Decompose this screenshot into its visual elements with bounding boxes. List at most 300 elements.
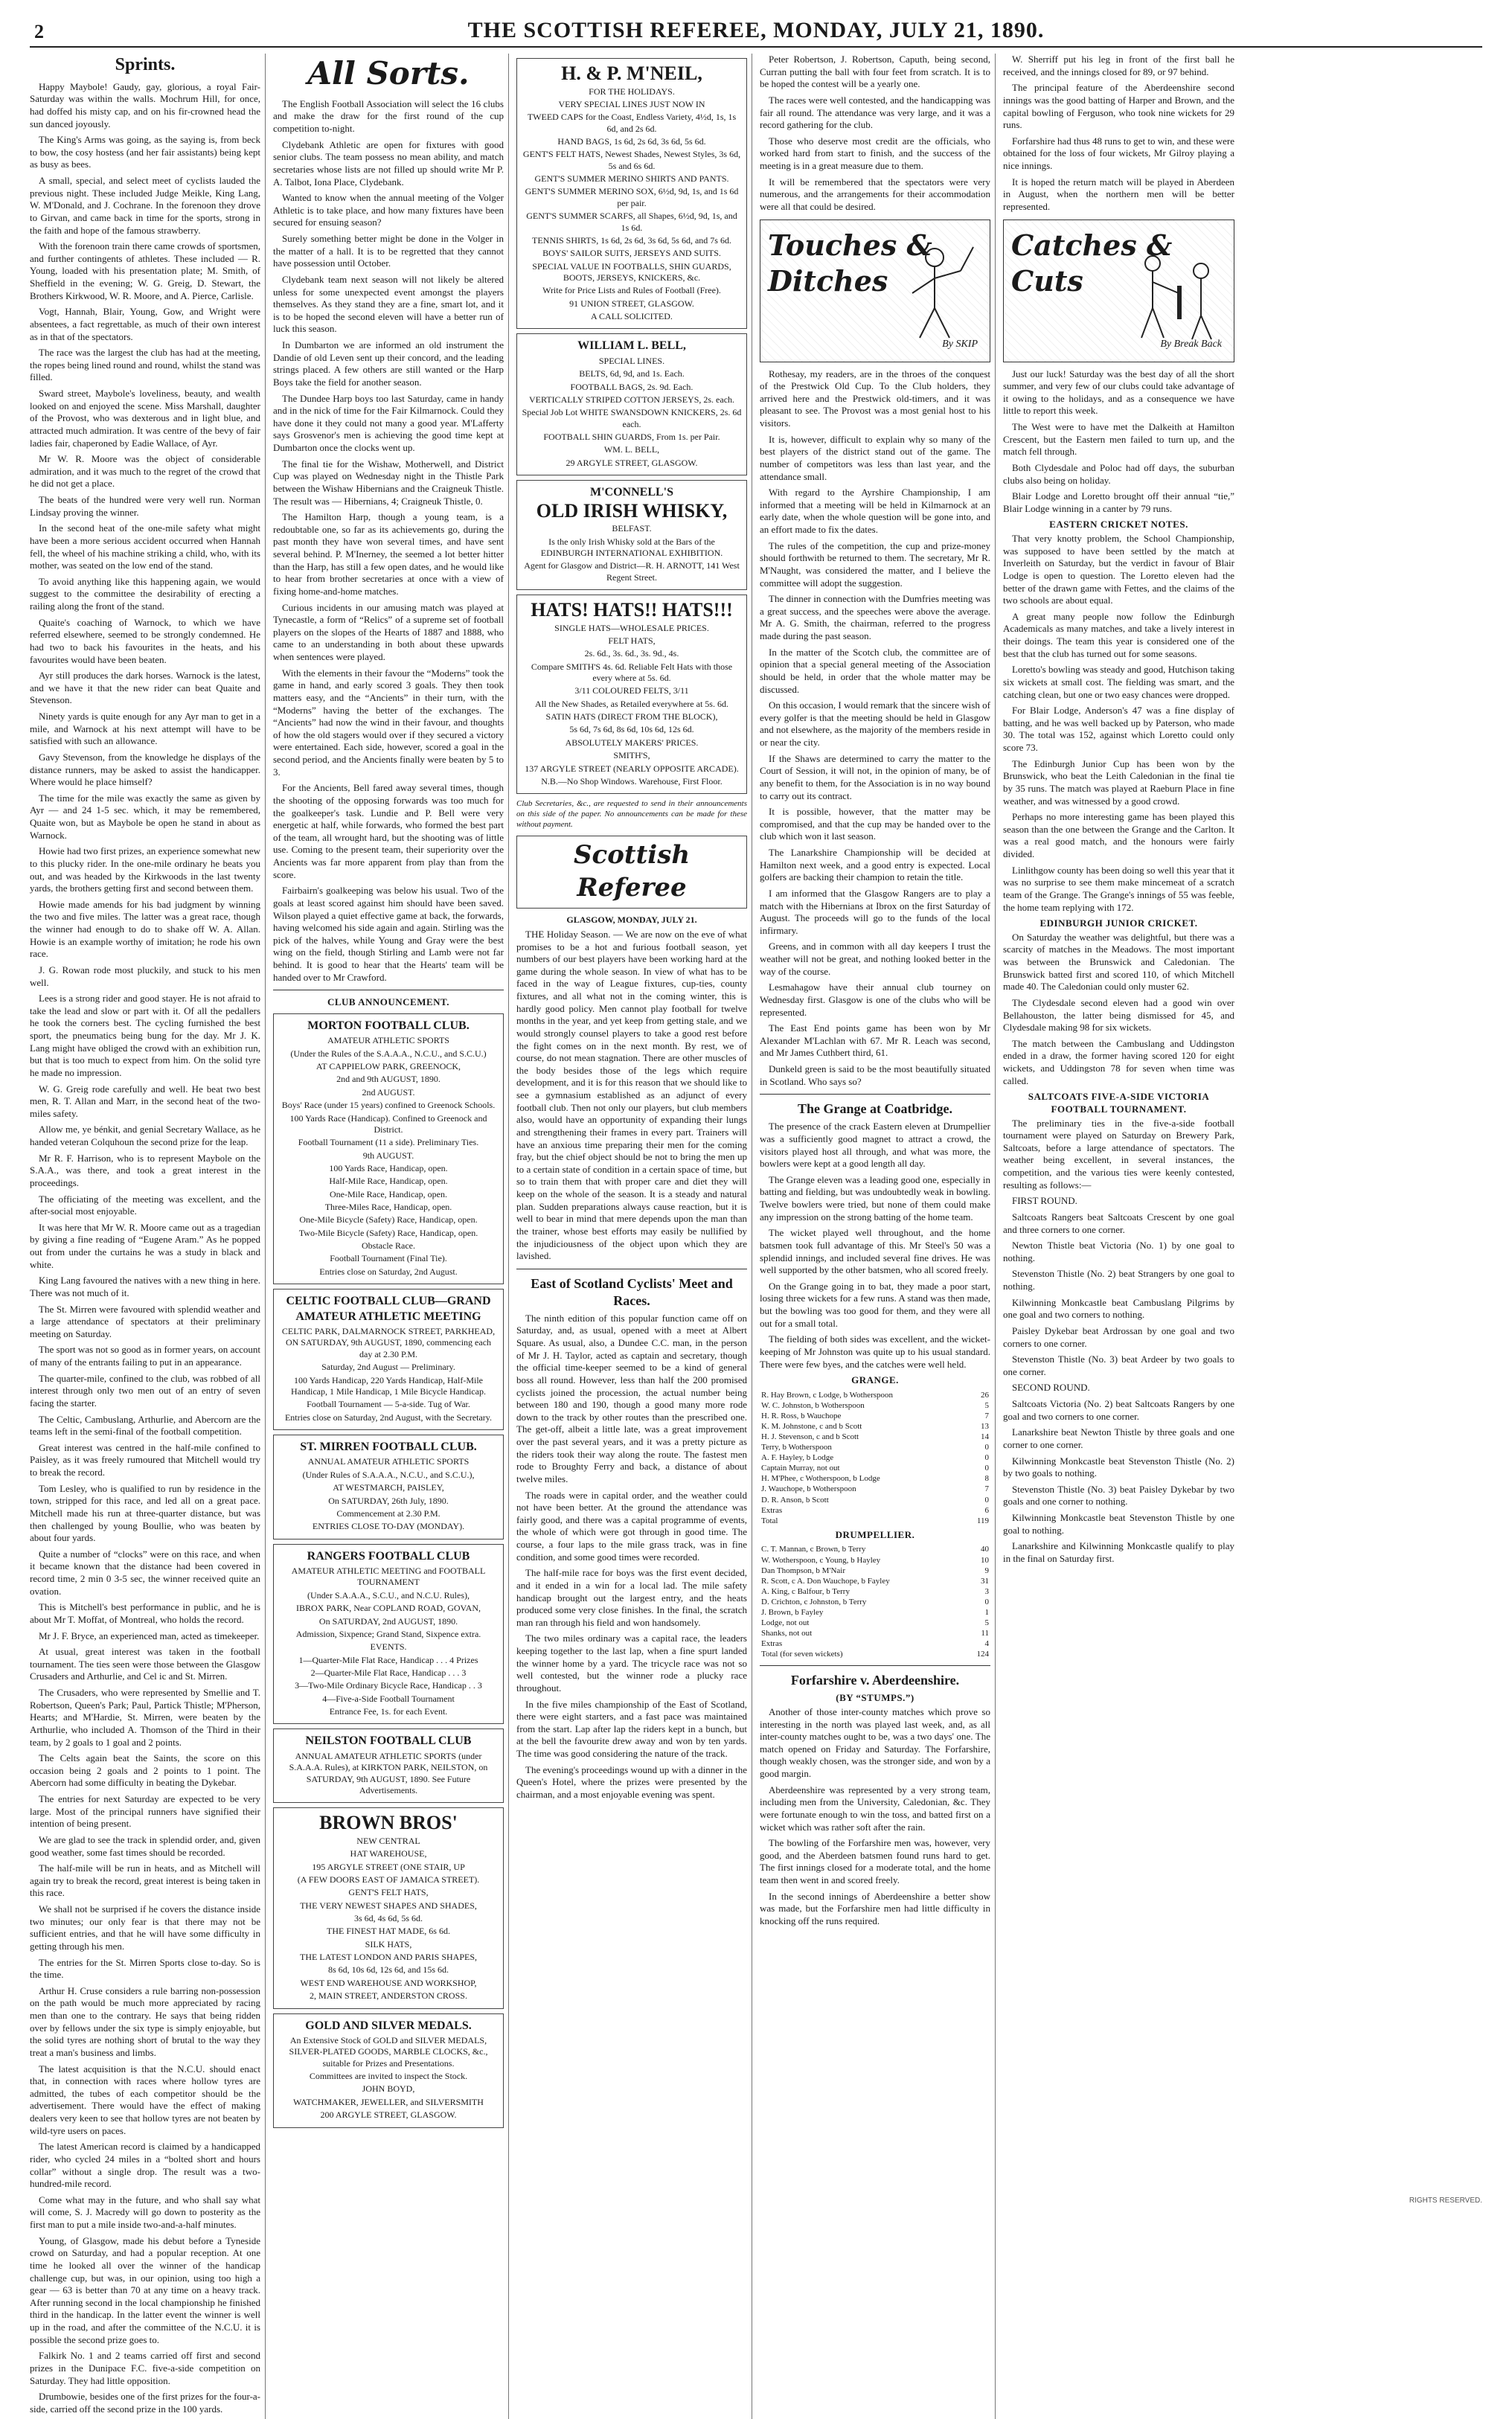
paragraph: The West were to have met the Dalkeith at Hamilton Crescent, but the Eastern men failed to turn up, and the match fell through. <box>1003 421 1234 458</box>
paragraph: A small, special, and select meet of cyclists lauded the previous night. These included Judge Meikle, King Lang, W. M'Donald, and J. Cochrane. In the forenoon they drove to Girvan, and came back in time for the sports, strong in the faith and hope of the famous strawberry. <box>30 175 260 236</box>
paragraph: The Edinburgh Junior Cup has been won by the Brunswick, who beat the Leith Caledonian in the final tie by 35 runs. The match was played at Raeburn Place in fine weather, and was witnessed by a good crowd. <box>1003 757 1234 807</box>
paragraph: For the Ancients, Bell fared away several times, though the shooting of the opposing forwards was too much for the goalkeeper's task. Lundie and P. Bell were very energetic at half, while forwards, who formed the best part of the team, all wrought hard, but the shooting was of little use. Coming to the present team, their superiority over the Ancients was far more apparent from play than from the score. <box>273 782 504 880</box>
ad-line: (Under S.A.A.A., S.C.U., and N.C.U. Rules), <box>307 1589 470 1601</box>
paragraph: The dinner in connection with the Dumfries meeting was a great success, and the speeches were above the average. Mr A. G. Smith, the chairman, referred to the progress made during the past season. <box>760 593 990 641</box>
ad-line: FELT HATS, <box>608 635 656 646</box>
cartoon-credit: By SKIP <box>942 338 978 350</box>
ad-line: HAT WAREHOUSE, <box>350 1848 427 1859</box>
ad-line: Write for Price Lists and Rules of Football (Free). <box>542 285 721 296</box>
ad-line: SINGLE HATS—WHOLESALE PRICES. <box>554 622 709 633</box>
paragraph: Loretto's bowling was steady and good, Hutchison taking six wickets at small cost. The fielding was smart, and the catching clean, but one or two easy chances were dropped. <box>1003 664 1234 700</box>
ad-lines <box>522 356 742 469</box>
score-row <box>760 1516 990 1526</box>
ad-lines <box>278 1035 499 1278</box>
ad-line: VERY SPECIAL LINES JUST NOW IN <box>558 98 705 109</box>
score-row <box>760 1607 990 1618</box>
boyd-ad <box>273 2013 504 2128</box>
paragraph: Drumbowie, besides one of the first prizes for the four-a-side, carried off the second prize in the 100 yards. <box>30 2391 260 2415</box>
paragraph: A great many people now follow the Edinburgh Academicals as many matches, and take a lively interest in their doings. The team this year is considered one of the best that the club has turned out for some seasons. <box>1003 610 1234 659</box>
paragraph: Aberdeenshire was represented by a very strong team, including men from the University, Caledonian, &c. They were fortunate enough to win the toss, and batted first on a wicket which was rather soft after the rain. <box>760 1784 990 1833</box>
paragraph: The entries for the St. Mirren Sports close to-day. So is the time. <box>30 1956 260 1981</box>
batsman: D. R. Anson, b Scott <box>761 1495 829 1505</box>
ad-line: Saturday, 2nd August — Preliminary. <box>321 1362 455 1373</box>
ad-line: 9th AUGUST. <box>362 1150 414 1161</box>
column-ads-leader <box>516 54 752 2419</box>
ad-line: 200 ARGYLE STREET, GLASGOW. <box>320 2109 457 2121</box>
article-body <box>1003 1118 1234 1566</box>
paragraph: Stevenston Thistle (No. 3) beat Ardeer by two goals to one corner. <box>1003 1353 1234 1377</box>
runs: 0 <box>984 1453 989 1463</box>
ad-line: Obstacle Race. <box>362 1240 415 1252</box>
paragraph: Surely something better might be done in the Volger in the matter of a hall. It is to be regretted that they cannot have possession until October. <box>273 233 504 269</box>
ad-title: RANGERS FOOTBALL CLUB <box>307 1549 470 1563</box>
paragraph: Lanarkshire and Kilwinning Monkcastle qualify to play in the final on Saturday first. <box>1003 1540 1234 1564</box>
runs: 14 <box>981 1432 989 1442</box>
ad-line: GENT'S SUMMER MERINO SHIRTS AND PANTS. <box>534 173 729 185</box>
paragraph: The King's Arms was going, as the saying is, from beck to bow, the cosy hostess (and her fair assistants) being kept as busy as bees. <box>30 134 260 170</box>
paragraph: The races were well contested, and the handicapping was fair all round. The attendance was very large, and it was a record gathering for the club. <box>760 94 990 131</box>
section-title: East of Scotland Cyclists' Meet and Races. <box>531 1275 733 1308</box>
paragraph: In the matter of the Scotch club, the committee are of opinion that a special general meeting of the Association should be held, in order that the whole matter may be discussed. <box>760 646 990 695</box>
touches-ditches-cartoon <box>760 220 990 362</box>
ad-line: FOR THE HOLIDAYS. <box>589 86 675 97</box>
paragraph: At usual, great interest was taken in the football tournament. The ties seen were those between the Glasgow Crusaders and Arthurlie, and Cel ic and St. Mirren. <box>30 1646 260 1682</box>
ad-line: FOOTBALL SHIN GUARDS, From 1s. per Pair. <box>543 432 720 443</box>
ad-line: 2nd and 9th AUGUST, 1890. <box>336 1074 441 1085</box>
paragraph: Gavy Stevenson, from the knowledge he displays of the distance runners, may be asked to assist the handicapper. Where would he place himself? <box>30 751 260 788</box>
ad-lines <box>278 1566 499 1717</box>
batsman: D. Crichton, c Johnston, b Terry <box>761 1597 867 1606</box>
ad-line: On SATURDAY, 26th July, 1890. <box>328 1495 449 1506</box>
paragraph: The Grange eleven was a leading good one, especially in batting and fielding, but was undoubtedly weak in bowling. Twelve bowlers were tried, but none of them could make any impression on the strong batting of the home team. <box>760 1173 990 1223</box>
ad-line: An Extensive Stock of GOLD and SILVER MEDALS, SILVER-PLATED GOODS, MARBLE CLOCKS, &c., suitable for Prizes and Presentations. <box>289 2035 488 2069</box>
article-body <box>1003 54 1234 214</box>
rights-notice: RIGHTS RESERVED. <box>1409 2197 1482 2205</box>
ad-line: BELFAST. <box>612 523 652 534</box>
ad-line: 3s 6d, 4s 6d, 5s 6d. <box>353 1913 423 1924</box>
ad-lines <box>522 623 742 788</box>
runs: 8 <box>984 1474 989 1484</box>
batsman: J. Wauchope, b Wotherspoon <box>761 1484 856 1494</box>
runs: 13 <box>981 1422 989 1432</box>
scorecard-grange <box>760 1390 990 1526</box>
section-title: SALTCOATS FIVE-A-SIDE VICTORIA FOOTBALL TOURNAMENT. <box>1028 1091 1210 1115</box>
ad-line: Half-Mile Race, Handicap, open. <box>329 1176 448 1187</box>
batsman: Terry, b Wotherspoon <box>761 1443 832 1452</box>
paragraph: Lesmahagow have their annual club tourney on Wednesday first. Glasgow is one of the clubs who will be represented. <box>760 981 990 1018</box>
score-row <box>760 1586 990 1597</box>
ad-line: Two-Mile Bicycle (Safety) Race, Handicap, open. <box>298 1227 478 1238</box>
ad-line: Football Tournament (11 a side). Preliminary Ties. <box>298 1137 479 1148</box>
ad-line: AT CAPPIELOW PARK, GREENOCK, <box>315 1061 461 1072</box>
ad-title: CELTIC FOOTBALL CLUB—GRAND AMATEUR ATHLETIC MEETING <box>286 1295 491 1323</box>
ad-line: Entrance Fee, 1s. for each Event. <box>329 1706 448 1717</box>
paragraph: Kilwinning Monkcastle beat Cambuslang Pilgrims by one goal and two corners to nothing. <box>1003 1296 1234 1321</box>
section-title: Sprints. <box>115 55 176 74</box>
ad-lines <box>278 1836 499 2002</box>
paragraph: With the forenoon train there came crowds of sportsmen, and further contingents of athletes. These included — R. Young, loaded with his presentation plate; M. Smith, of Sheffield in the evening; W. G. Greig, D. Stewart, the Brothers Kirkwood, W. R. Moore, and A. Pierce, Carlisle. <box>30 240 260 301</box>
paragraph: Those who deserve most credit are the officials, who worked hard from start to finish, and the success of the meeting is in a great measure due to them. <box>760 135 990 171</box>
ad-line: Compare SMITH'S 4s. 6d. Reliable Felt Hats with those every where at 5s. 6d. <box>531 661 733 684</box>
ad-line: THE FINEST HAT MADE, 6s 6d. <box>327 1926 450 1937</box>
ad-line: WATCHMAKER, JEWELLER, and SILVERSMITH <box>293 2096 484 2107</box>
paragraph: Dunkeld green is said to be the most beautifully situated in Scotland. Who says so? <box>760 1063 990 1087</box>
ad-line: One-Mile Race, Handicap, open. <box>330 1188 447 1199</box>
batsman: A. F. Hayley, b Lodge <box>761 1453 834 1463</box>
celtic-ad <box>273 1289 504 1430</box>
runs: 0 <box>984 1464 989 1473</box>
paragraph: Another of those inter-county matches which prove so interesting in the north was played last week, and, as all inter-county matches ought to be, was a two days' one. The match opened on Friday and Saturday. The Forfarshire, though weakly chosen, was the stronger side, and won by a good margin. <box>760 1705 990 1780</box>
batsman: H. R. Ross, b Wauchope <box>761 1411 842 1420</box>
paragraph: The Hamilton Harp, though a young team, is a redoubtable one, so far as its achievements go, during the past month they have won several times, and have sent several behind. P. M'Inerney, the seemed a lot better hitter than the Harp, has still a few open dates, and he would like to hear from brother secretaries at once with a view of fixing home-and-home matches. <box>273 511 504 597</box>
ad-lines <box>278 1326 499 1423</box>
score-row <box>760 1544 990 1554</box>
paragraph: It is possible, however, that the matter may be compromised, and that the cup may be handed over to the club which won it last season. <box>760 806 990 842</box>
ad-line: THE VERY NEWEST SHAPES AND SHADES, <box>300 1900 477 1911</box>
ad-line: BELTS, 6d, 9d, and 1s. Each. <box>579 368 685 379</box>
paragraph: Lees is a strong rider and good stayer. He is not afraid to take the lead and slow or part with it. Of all the pedallers he took the corners best. The cycling furnished the best sport, the pneumatics being bung for the day. Mr J. K. Lang might have obliged the crowd with an exhibition run, but that is too much to expect from him. On the solid tyre he made no impression. <box>30 993 260 1078</box>
paragraph: Fairbairn's goalkeeping was below his usual. Two of the goals at least scored against him should have been saved. Wilson played a quiet effective game at back, the forwards, having welcomed his side again and again. Stirling was the pick of the halves, while Young and Gray were the best wing on the field, though Stirling and Lamb were not far behind. It is good to hear that the Hearts' team will be handed over to Mr Crawford. <box>273 885 504 983</box>
ad-line: Admission, Sixpence; Grand Stand, Sixpence extra. <box>295 1628 481 1639</box>
paragraph: Howie made amends for his bad judgment by winning the two and five miles. The latter was a great race, though the winner had enough to do to shake off W. A. Allan. Howie is an example worthy of imitation; he rode his own race. <box>30 898 260 960</box>
score-row <box>760 1452 990 1463</box>
byline: (BY “STUMPS.”) <box>836 1692 914 1704</box>
ad-title: BROWN BROS' <box>319 1812 458 1834</box>
ad-lines <box>278 2035 499 2121</box>
paragraph: The officiating of the meeting was excellent, and the after-social most enjoyable. <box>30 1193 260 1217</box>
paragraph: Forfarshire had thus 48 runs to get to win, and these were obtained for the loss of four wickets, Mr Gilroy playing a nice innings. <box>1003 135 1234 171</box>
paragraph: SECOND ROUND. <box>1012 1382 1090 1394</box>
ad-lines <box>278 1751 499 1796</box>
batsman: Shanks, not out <box>761 1629 813 1638</box>
ad-title: WILLIAM L. BELL, <box>577 339 686 353</box>
ad-line: WM. L. BELL, <box>603 444 660 455</box>
mcconnell-ad <box>516 480 747 590</box>
ad-line: Boys' Race (under 15 years) confined to Greenock Schools. <box>281 1100 496 1111</box>
paragraph: The Crusaders, who were represented by Smellie and T. Robertson, Queen's Park; Paul, Partick Thistle; M'Pherson, Hearts; and M'Hardie, St. Mirren, were beaten by the Arthurlie, who included A. Thomson of the Third in their team, by 2 goals to 1 goal and 2 points. <box>30 1687 260 1748</box>
paragraph: The race was the largest the club has had at the meeting, the ropes being lined round and round, whilst the stand was filled. <box>30 347 260 383</box>
ad-line: Commencement at 2.30 P.M. <box>336 1508 441 1519</box>
paragraph: The Clydesdale second eleven had a good win over Bellahouston, the latter being dismissed for 45, and Clydesdale making 98 for six wickets. <box>1003 996 1234 1034</box>
paragraph: Quite a number of “clocks” were on this race, and when it became known that the distance had been covered in record time, 2 min 0 3-5 sec, the winner received quite an ovation. <box>30 1548 260 1597</box>
paragraph: Newton Thistle beat Victoria (No. 1) by one goal to nothing. <box>1003 1240 1234 1263</box>
paragraph: On the Grange going in to bat, they made a poor start, losing three wickets for a few runs. A stand was then made, but the bowling was too good for them, and they were all out for a small total. <box>760 1280 990 1329</box>
bell-ad <box>516 333 747 475</box>
scorecard-title: GRANGE. <box>851 1374 899 1386</box>
paragraph: Tom Lesley, who is qualified to run by residence in the town, stripped for this race, and led all on a great pace. Mitchell made his run at three-quarter distance, but was then challenged by young Boullie, who was beaten by about four yards. <box>30 1482 260 1544</box>
ad-line: Three-Miles Race, Handicap, open. <box>324 1202 452 1213</box>
paragraph: Howie had two first prizes, an experience somewhat new to this plucky rider. In the one-mile ordinary he beats you out, and was headed by the Kirkwoods in the last twenty yards, the brothers getting first and second between them. <box>30 845 260 894</box>
paragraph: Peter Robertson, J. Robertson, Caputh, being second, Curran putting the ball with four feet from scratch. It is to be hoped the contest will be a yearly one. <box>760 54 990 90</box>
ad-line: 91 UNION STREET, GLASGOW. <box>569 298 694 309</box>
section-title: EDINBURGH JUNIOR CRICKET. <box>1040 917 1198 929</box>
cartoon-title: Catches & Cuts <box>1011 228 1173 298</box>
paragraph: It was here that Mr W. R. Moore came out as a tragedian by giving a fine reading of “Eugene Aram.” As he popped out from under the curtains he was a study in black and white. <box>30 1221 260 1270</box>
ad-lines <box>522 86 742 323</box>
ad-title: HATS! HATS!! HATS!!! <box>531 598 733 621</box>
paragraph: The English Football Association will select the 16 clubs and make the draw for the first round of the cup competition to-night. <box>273 97 504 134</box>
score-row <box>760 1638 990 1649</box>
batsman: R. Hay Brown, c Lodge, b Wotherspoon <box>761 1390 894 1400</box>
runs: 119 <box>976 1516 989 1525</box>
section-title: EASTERN CRICKET NOTES. <box>1049 519 1188 531</box>
paragraph: Ninety yards is quite enough for any Ayr man to get in a mile, and Warnock at his next attempt will have to be satisfied with such an allowance. <box>30 711 260 747</box>
page-number: 2 <box>34 21 44 42</box>
batsman: H. M'Phee, c Wotherspoon, b Lodge <box>761 1474 880 1484</box>
paragraph: In the five miles championship of the East of Scotland, there were eight starters, and a fast pace was maintained from the start. Lap after lap the riders kept in a bunch, but at the bell the favourite drew away and won by ten yards. The time was good considering the nature of the track. <box>516 1698 747 1760</box>
paragraph: Happy Maybole! Gaudy, gay, glorious, a royal Fair-Saturday was within the walls. Mochrum Hill, for once, had doffed his misty cap, and on his fir-crowned head the sun danced joyously. <box>30 80 260 129</box>
paragraph: W. G. Greig rode carefully and well. He beat two best men, R. T. Allan and Marr, in the second heat of the two-miles safety. <box>30 1083 260 1119</box>
section-title: Forfarshire v. Aberdeenshire. <box>790 1673 960 1688</box>
score-row <box>760 1390 990 1400</box>
paragraph: To avoid anything like this happening again, we would suggest to the committee the desirability of erecting a railing along the front of the stand. <box>30 575 260 612</box>
ad-line: SMITH'S, <box>613 750 650 761</box>
cartoon-title: Touches & Ditches <box>768 228 932 298</box>
ad-title: H. & P. M'NEIL, <box>561 63 702 84</box>
brown-bros-ad <box>273 1807 504 2008</box>
article-body <box>760 941 990 1088</box>
batsman: Lodge, not out <box>761 1618 810 1627</box>
batsman: C. T. Mannan, c Brown, b Terry <box>761 1545 866 1554</box>
neilston-ad <box>273 1728 504 1803</box>
ad-line: HAND BAGS, 1s 6d, 2s 6d, 3s 6d, 5s 6d. <box>557 136 706 147</box>
runs: 0 <box>984 1495 989 1505</box>
section-title: The Grange at Coatbridge. <box>798 1101 952 1117</box>
paragraph: W. Sherriff put his leg in front of the first ball he received, and the innings closed for 89, or 97 behind. <box>1003 54 1234 77</box>
cartoon-credit: By Break Back <box>1160 338 1222 350</box>
article-body <box>1003 932 1234 1088</box>
ad-subtitle: M'CONNELL'S <box>589 486 673 499</box>
runs: 31 <box>981 1576 989 1586</box>
paragraph: It will be remembered that the spectators were very numerous, and the arrangements for their accommodation were all that could be desired. <box>760 176 990 212</box>
batsman: A. King, c Balfour, b Terry <box>761 1586 850 1596</box>
score-row <box>760 1555 990 1566</box>
ad-line: VERTICALLY STRIPED COTTON JERSEYS, 2s. each. <box>528 394 735 405</box>
paragraph: Curious incidents in our amusing match was played at Tynecastle, a form of “Relics” of a supreme set of football players on the slopes of the Hearts of 1887 and 1888, who came to an understanding in both about these upwards when sentences were played. <box>273 601 504 662</box>
paragraph: The latest acquisition is that the N.C.U. should enact that, in connection with races where hollow tyres are admitted, the tubes of each competitor should be the advertisement. There would have the effect of making dealers very keen to see that hollow tyres are not beaten by wild-tyre users on paces. <box>30 2063 260 2136</box>
article-body <box>760 54 990 214</box>
runs: 11 <box>981 1629 989 1638</box>
paragraph: Mr R. F. Harrison, who is to represent Maybole on the S.A.A., was there, and took a great interest in the proceedings. <box>30 1152 260 1188</box>
ad-line: 100 Yards Handicap, 220 Yards Handicap, Half-Mile Handicap, 1 Mile Handicap, 1 Mile Bicycle Handicap. <box>291 1374 486 1397</box>
paragraph: In Dumbarton we are informed an old instrument the Dandie of old Leven sent up their concord, and the leading strings placed. A few others are still wanted or the Harp Boys take the field for another season. <box>273 339 504 388</box>
masthead: THE SCOTTISH REFEREE, MONDAY, JULY 21, 1890. <box>467 18 1045 42</box>
ad-line: On SATURDAY, 2nd AUGUST, 1890. <box>318 1615 458 1627</box>
score-row <box>760 1411 990 1421</box>
paragraph: Clydebank Athletic are open for fixtures with good senior clubs. The team possess no mean ability, and match secretaries whose lists are not filled up should write Mr P. A. Talbot, Iona Place, Clydebank. <box>273 138 504 188</box>
score-row <box>760 1576 990 1586</box>
paragraph: Perhaps no more interesting game has been played this season than the one between the Grange and the Carlton. It was a real good match, and the honours were fairly divided. <box>1003 811 1234 859</box>
paragraph: Ayr still produces the dark horses. Warnock is the latest, and we have it that the new rider can beat Quaite and Stevenson. <box>30 670 260 706</box>
scorecard-title: DRUMPELLIER. <box>835 1528 915 1540</box>
hats-ad <box>516 595 747 794</box>
ad-line: SPECIAL LINES. <box>598 355 665 366</box>
paragraph: Come what may in the future, and who shall say what will come, S. J. Macredy will go down to posterity as the first man to put a mile inside two-and-a-half minutes. <box>30 2194 260 2231</box>
batsman: W. C. Johnston, b Wotherspoon <box>761 1400 865 1410</box>
paragraph: Stevenston Thistle (No. 3) beat Paisley Dykebar by two goals and one corner to nothing. <box>1003 1483 1234 1508</box>
dateline: GLASGOW, MONDAY, JULY 21. <box>566 914 697 925</box>
ad-line: (A FEW DOORS EAST OF JAMAICA STREET). <box>297 1874 480 1885</box>
ad-line: (Under the Rules of the S.A.A.A., N.C.U., and S.C.U.) <box>290 1048 487 1059</box>
paragraph: The wicket played well throughout, and the home batsmen took full advantage of this. Mr Steel's 50 was a splendid innings, and included several fine drives. He was well supported by the other batsmen, who all scored freely. <box>760 1227 990 1276</box>
ad-line: 100 Yards Race (Handicap). Confined to Greenock and District. <box>289 1112 487 1135</box>
paragraph: King Lang favoured the natives with a new thing in here. There was not much of it. <box>30 1275 260 1298</box>
paragraph: In the second innings of Aberdeenshire a better show was made, but the Forfarshire men had little difficulty in knocking off the runs required. <box>760 1890 990 1926</box>
st-mirren-ad <box>273 1435 504 1539</box>
ad-line: N.B.—No Shop Windows. Warehouse, First Floor. <box>541 775 723 786</box>
paragraph: Saltcoats Rangers beat Saltcoats Crescent by one goal and three corners to one corner. <box>1003 1211 1234 1235</box>
ad-line: GENT'S SUMMER SCARFS, all Shapes, 6½d, 9d, 1s, and 1s 6d. <box>526 211 737 233</box>
paragraph: Vogt, Hannah, Blair, Young, Gow, and Wright were absentees, a fact regrettable, as much of their own interest as in that of the spectators. <box>30 306 260 342</box>
paragraph: We are glad to see the track in splendid order, and, given good weather, some fast times should be recorded. <box>30 1833 260 1858</box>
paragraph: The Dundee Harp boys too last Saturday, came in handy and in the nick of time for the Fair Kilmarnock. Could they have done it they could not many a good year. M'Lafferty says Grosvenor's men is achieving the good time kept at Dumbarton once the clocks went up. <box>273 392 504 453</box>
ad-line: SPECIAL VALUE IN FOOTBALLS, SHIN GUARDS, BOOTS, JERSEYS, KNICKERS, &c. <box>532 260 731 283</box>
paragraph: Mr J. F. Bryce, an experienced man, acted as timekeeper. <box>39 1630 260 1641</box>
paragraph: The St. Mirren were favoured with splendid weather and a large attendance of spectators at their preliminary meeting on Saturday. <box>30 1303 260 1339</box>
score-row <box>760 1473 990 1484</box>
paragraph: Rothesay, my readers, are in the throes of the conquest of the Prestwick Old Cup. To the Club holders, they arrived here and the Prestwick old-timers, and it was pleasant to see. The Provost was a most genial host to his visitors. <box>760 368 990 429</box>
ad-line: (Under Rules of S.A.A.A., N.C.U., and S.C.U.), <box>302 1469 475 1480</box>
ad-line: Is the only Irish Whisky sold at the Bars of the EDINBURGH INTERNATIONAL EXHIBITION. <box>540 536 723 558</box>
paragraph: Kilwinning Monkcastle beat Stevenston Thistle (No. 2) by two goals to nothing. <box>1003 1455 1234 1479</box>
batsman: Total <box>761 1516 778 1525</box>
score-row <box>760 1484 990 1494</box>
paragraph: The evening's proceedings wound up with a dinner in the Queen's Hotel, where the prizes were presented by the chairman, and a most enjoyable evening was spent. <box>516 1763 747 1800</box>
paragraph: If the Shaws are determined to carry the matter to the Court of Session, it will not, in the opinion of many, be of any benefit to them, for the Association is in no way bound to carry out its contract. <box>760 752 990 801</box>
paragraph: The ninth edition of this popular function came off on Saturday, and, as usual, opened with a meet at Albert Square. As usual, also, a Dundee C.C. man, in the person of Mr J. H. Taylor, acted as captain and secretary, though the official time-keeper seemed to be a kind of general boss all round. However, less than half the 200 promised cyclists joined the procession, the actual number being between 180 and 190, though a good many more rode down to the track by other routes than the prescribed one. The get-off, albeit a little late, was a great improvement over the past several years, and it was a pretty picture as the riders took their way along the route. The fastest men rode to Broughty Ferry and back, a distance of about twelve miles. <box>516 1312 747 1484</box>
paragraph: Just our luck! Saturday was the best day of all the short summer, and very few of our clubs could take advantage of it owing to the holidays, and as a consequence we have little to report this week. <box>1003 368 1234 417</box>
notice: Club Secretaries, &c., are requested to send in their announcements on this side of the paper. No announcements can be made for these without payment. <box>516 799 747 830</box>
paragraph: The latest American record is claimed by a handicapped rider, who cycled 24 miles in a “bolted short and hours collar” without a single drop. The result was a two-hundred-mile record. <box>30 2141 260 2190</box>
batsman: R. Scott, c A. Don Wauchope, b Fayley <box>761 1576 890 1586</box>
ad-lines <box>522 523 742 583</box>
runs: 0 <box>984 1597 989 1606</box>
article-body <box>760 1706 990 1928</box>
article-body <box>760 368 990 938</box>
ad-line: 3—Two-Mile Ordinary Bicycle Race, Handicap . . 3 <box>295 1680 482 1691</box>
runs: 124 <box>976 1650 989 1659</box>
paragraph: Falkirk No. 1 and 2 teams carried off first and second prizes in the Dunipace F.C. five-a-side competition on Saturday. They had little opposition. <box>30 2350 260 2386</box>
ad-line: FOOTBALL BAGS, 2s. 9d. Each. <box>570 381 693 392</box>
ad-title: GOLD AND SILVER MEDALS. <box>305 2019 472 2032</box>
ad-title: ST. MIRREN FOOTBALL CLUB. <box>300 1440 477 1453</box>
mcneil-ad <box>516 58 747 329</box>
ad-line: 4—Five-a-Side Football Tournament <box>322 1693 455 1704</box>
paragraph: Allow me, ye bénkit, and genial Secretary Wallace, as he handed veteran Colquhoun the second prize for the leap. <box>30 1124 260 1148</box>
ad-line: GENT'S SUMMER MERINO SOX, 6½d, 9d, 1s, and 1s 6d per pair. <box>525 186 739 208</box>
ad-line: Entries close on Saturday, 2nd August. <box>319 1266 458 1277</box>
batsman: J. Brown, b Fayley <box>761 1607 824 1617</box>
ad-line: One-Mile Bicycle (Safety) Race, Handicap, open. <box>299 1214 478 1225</box>
article-body <box>760 1121 990 1371</box>
ad-title: OLD IRISH WHISKY, <box>536 499 728 522</box>
ad-line: SILK HATS, <box>365 1938 412 1949</box>
ad-line: A CALL SOLICITED. <box>591 311 673 322</box>
paragraph: We shall not be surprised if he covers the distance inside two minutes; our only fear is that there may not be sufficient entries, and that he will have some difficulty in getting through his men. <box>30 1903 260 1952</box>
paragraph: Both Clydesdale and Poloc had off days, the suburban clubs also being on holiday. <box>1003 461 1234 486</box>
paragraph: For Blair Lodge, Anderson's 47 was a fine display of batting, and he was well backed up by Paterson, who made 30. The total was 152, against which Loretto could only score 73. <box>1003 705 1234 753</box>
paragraph: It is hoped the return match will be played in Aberdeen in August, when the northern men will be better represented. <box>1003 176 1234 212</box>
runs: 5 <box>984 1618 989 1627</box>
batsman: Extras <box>761 1639 783 1649</box>
section-title: CLUB ANNOUNCEMENT. <box>327 996 450 1008</box>
paragraph: THE Holiday Season. — We are now on the eve of what promises to be a hot and furious football season, yet numbers of our best players have been working hard at the game during the whole season. In view of what has to be faced in the way of League fixtures, cup-ties, county fixtures, and all what not in the coming winter, this is hardly good policy. Men cannot play football for twelve months in the year, and yet keep from getting stale, and we would strongly counsel players to take a good rest before the fight comes on in the next month. By rest, we of course, do not mean stagnation. There are other muscles of the body besides those of the legs which require development, and it is for this reason that we should like to see a gymnasium established as an adjunct of every football club. Then not only our players, but club members also, would have an opportunity of expanding their lungs and strengthening their frames in every part. Trainers will have an anxious time preparing their men for the coming fray, but the chief object should be not to bring the men up to a certain state of condition in a certain space of time, but so to train them that with proper care and diet they will keep on the whole of the season. It is a steady and natural plan. Sudden preparations always cause reaction, but it is well to bear in mind that mere depends upon the man than the trainer, whose best efforts may easily be nullified by the injudiciousness of the object upon which they are lavished. <box>516 928 747 1262</box>
paragraph: Stevenston Thistle (No. 2) beat Strangers by one goal to nothing. <box>1003 1268 1234 1292</box>
paragraph: The East End points game has been won by Mr Alexander M'Lachlan with 67. Mr R. Leach was second, and Mr James Cuthbert third, 61. <box>760 1022 990 1059</box>
score-row <box>760 1618 990 1628</box>
score-row <box>760 1628 990 1638</box>
paragraph: That very knotty problem, the School Championship, was supposed to have been settled by the match at Inverleith on Saturday, but the verdict in favour of Blair Lodge is open to question. The Loretto eleven had the better of the drawn game with Fettes, and the claims of the two schools are about equal. <box>1003 533 1234 606</box>
score-row <box>760 1495 990 1505</box>
ad-line: 2s. 6d., 3s. 6d., 3s. 9d., 4s. <box>584 648 679 659</box>
paragraph: The half-mile race for boys was the first event decided, and it ended in a win for a local lad. The mile safety handicap brought out the largest entry, and the heats produced some very close finishes. In the final, the scratch man ran through his field and won handsomely. <box>516 1567 747 1628</box>
paragraph: Blair Lodge and Loretto brought off their annual “tie,” Blair Lodge winning in a canter by 79 runs. <box>1003 490 1234 514</box>
paragraph: The roads were in capital order, and the weather could not have been better. At the ground the attendance was fairly good, and there was a capital programme of events, the whole of which were got through in good time. The course, a four laps to the mile grass track, was in fine condition, and some good times were recorded. <box>516 1489 747 1563</box>
paragraph: The sport was not so good as in former years, on account of many of the entrants failing to put in an appearance. <box>30 1344 260 1368</box>
ad-line: Committees are invited to inspect the Stock. <box>309 2071 468 2082</box>
ad-line: 195 ARGYLE STREET (ONE STAIR, UP <box>312 1861 465 1872</box>
paragraph: Linlithgow county has been doing so well this year that it was no surprise to see them make mincemeat of a scratch team of the Grange. The Grange's innings of 55 was feeble, the home team replying with 172. <box>1003 864 1234 913</box>
ad-line: TENNIS SHIRTS, 1s 6d, 2s 6d, 3s 6d, 5s 6d, and 7s 6d. <box>532 234 731 246</box>
paragraph: J. G. Rowan rode most pluckily, and stuck to his men well. <box>30 964 260 988</box>
paragraph: Quaite's coaching of Warnock, to which we have referred elsewhere, seemed to be strongly condemned. He had two to back his favourites in the heats, and his favourites would have been beaten. <box>30 616 260 665</box>
score-row <box>760 1505 990 1516</box>
column-cricket <box>1003 54 1239 2419</box>
score-row <box>760 1649 990 1659</box>
batsman: Dan Thompson, b M'Nair <box>761 1566 845 1575</box>
score-row <box>760 1442 990 1452</box>
paragraph: The Celtic, Cambuslang, Arthurlie, and Abercorn are the teams left in the semi-final of the football competition. <box>30 1413 260 1438</box>
paragraph: It is, however, difficult to explain why so many of the best players of the district stand out of the game. The number of competitors was less than last year, and the attendance small. <box>760 433 990 482</box>
ad-line: 137 ARGYLE STREET (NEARLY OPPOSITE ARCADE). <box>525 763 739 774</box>
paragraph: The presence of the crack Eastern eleven at Drumpellier was a sufficiently good magnet to attract a crowd, the visitors played host all through, and what was more, the bowlers were kept at a good length all day. <box>760 1121 990 1170</box>
ad-line: JOHN BOYD, <box>362 2083 415 2095</box>
paragraph: The bowling of the Forfarshire men was, however, very good, and the Aberdeen batsmen found runs hard to get. The first innings closed for a moderate total, and the home team then went in and scored freely. <box>760 1837 990 1886</box>
rangers-ad <box>273 1544 504 1725</box>
paragraph: The match between the Cambuslang and Uddingston ended in a draw, the former having scored 120 for eight wickets, and Uddingston 78 for seven when time was called. <box>1003 1037 1234 1086</box>
paragraph: The Lanarkshire Championship will be decided at Hamilton next week, and a good entry is expected. Local golfers are backing their champion to retain the title. <box>760 847 990 883</box>
ad-lines <box>278 1456 499 1532</box>
score-row <box>760 1597 990 1607</box>
paragraph: Mr W. R. Moore was the object of considerable admiration, and it was much to the regret of the crowd that he did not get a place. <box>30 453 260 490</box>
score-row <box>760 1566 990 1576</box>
runs: 10 <box>981 1555 989 1565</box>
golfer-illustration-icon <box>890 241 979 345</box>
ad-line: 3/11 COLOURED FELTS, 3/11 <box>574 685 689 696</box>
ad-line: TWEED CAPS for the Coast, Endless Variety, 4½d, 1s, 1s 6d, and 2s 6d. <box>527 112 737 134</box>
paragraph: The Celts again beat the Saints, the score on this occasion being 2 goals and 2 points to 1 point. The Abercorn had some difficulty in beating the Dykebar. <box>30 1752 260 1789</box>
paragraph: Greens, and in common with all day keepers I trust the weather will not be great, and nothing looked better in the way of the course. <box>760 941 990 977</box>
paragraph: With regard to the Ayrshire Championship, I am informed that a meeting will be held in Kilmarnock at an early date, when the whole question will be gone into, and an effort made to fix the dates. <box>760 487 990 535</box>
ad-line: BOYS' SAILOR SUITS, JERSEYS AND SUITS. <box>542 248 721 259</box>
article-body <box>273 98 504 984</box>
paragraph: Sward street, Maybole's loveliness, beauty, and wealth looked on and enjoyed the scene. Miss Marshall, daughter of the Provost, who was dexterous and in light blue, and attracted much admiration. It was centre of the bevy of fair ladies fair, chaperoned by Eadie Wallace, of Ayr. <box>30 388 260 449</box>
ad-line: All the New Shades, as Retailed everywhere at 5s. 6d. <box>535 698 728 709</box>
ad-line: Agent for Glasgow and District—R. H. ARNOTT, 141 West Regent Street. <box>524 560 740 583</box>
ad-line: 1—Quarter-Mile Flat Race, Handicap . . . 4 Prizes <box>298 1654 478 1665</box>
runs: 0 <box>984 1443 989 1452</box>
ad-title: MORTON FOOTBALL CLUB. <box>307 1019 470 1032</box>
ad-line: ENTRIES CLOSE TO-DAY (MONDAY). <box>312 1521 465 1532</box>
ad-line: ABSOLUTELY MAKERS' PRICES. <box>565 737 699 748</box>
ad-line: WEST END WAREHOUSE AND WORKSHOP, <box>300 1977 477 1988</box>
score-row <box>760 1432 990 1442</box>
ad-line: 2nd AUGUST. <box>362 1086 415 1098</box>
divider <box>760 1665 990 1666</box>
paragraph: The principal feature of the Aberdeenshire second innings was the good batting of Harper and Brown, and the capital bowling of Ferguson, who took nine wickets for 29 runs. <box>1003 82 1234 131</box>
ad-line: AMATEUR ATHLETIC SPORTS <box>327 1035 449 1046</box>
paragraph: Paisley Dykebar beat Ardrossan by one goal and two corners to one corner. <box>1003 1324 1234 1349</box>
